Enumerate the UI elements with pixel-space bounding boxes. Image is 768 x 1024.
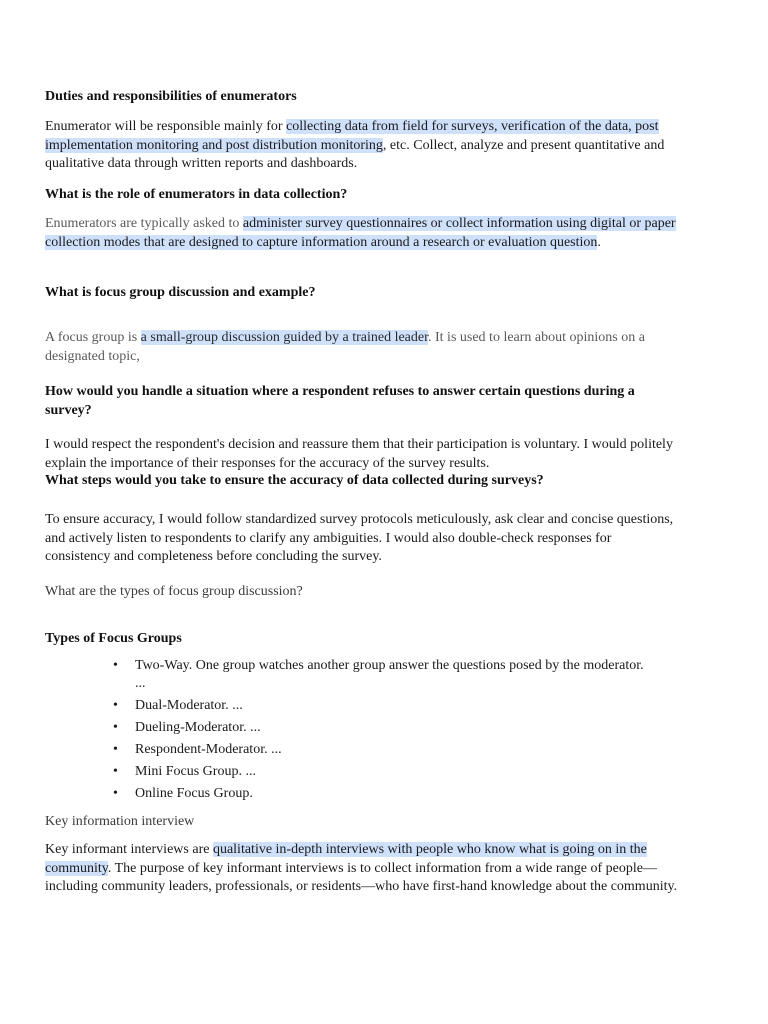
bullet-icon: • bbox=[113, 742, 118, 757]
paragraph-focus-group-highlight: a small-group discussion guided by a trained leader bbox=[140, 330, 428, 345]
list-item-text: Mini Focus Group. ... bbox=[135, 764, 256, 779]
heading-accuracy: What steps would you take to ensure the accuracy of data collected during surveys? bbox=[45, 473, 544, 488]
bullet-icon: • bbox=[113, 658, 118, 673]
paragraph-key-informant-highlight: qualitative in-depth interviews with people who know what is going on in the community bbox=[45, 842, 647, 876]
paragraph-key-informant bbox=[45, 841, 680, 897]
list-item bbox=[45, 697, 645, 715]
paragraph-role-post: . bbox=[597, 234, 601, 250]
paragraph-focus-group bbox=[45, 329, 680, 366]
paragraph-refusal: I would respect the respondent's decision and reassure them that their participation is voluntary. I would politely explain the importance of their responses for the accuracy of the survey results. bbox=[45, 437, 673, 471]
paragraph-focus-group-pre: A focus group is bbox=[45, 330, 141, 345]
paragraph-duties-pre: Enumerator will be responsible mainly for bbox=[45, 119, 287, 134]
list-item-text: Dual-Moderator. ... bbox=[135, 698, 243, 713]
heading-role: What is the role of enumerators in data collection? bbox=[45, 187, 348, 202]
paragraph-key-informant-pre: Key informant interviews are bbox=[45, 842, 213, 857]
list-item bbox=[45, 763, 645, 781]
paragraph-role bbox=[45, 215, 680, 252]
bullet-icon: • bbox=[113, 720, 118, 735]
list-item bbox=[45, 785, 645, 803]
heading-types: Types of Focus Groups bbox=[45, 631, 182, 646]
list-item-text: Respondent-Moderator. ... bbox=[135, 742, 282, 757]
bullet-icon: • bbox=[113, 764, 118, 779]
paragraph-types-question: What are the types of focus group discussion? bbox=[45, 584, 303, 599]
bullet-icon: • bbox=[113, 786, 118, 801]
list-item-text: Online Focus Group. bbox=[135, 786, 253, 801]
bullet-icon: • bbox=[113, 698, 118, 713]
list-item bbox=[45, 657, 645, 693]
paragraph-duties bbox=[45, 118, 680, 174]
heading-duties: Duties and responsibilities of enumerators bbox=[45, 89, 297, 104]
paragraph-accuracy: To ensure accuracy, I would follow standardized survey protocols meticulously, ask clear and concise questions, and actively listen to respondents to clarify any ambiguities. I would also double-check responses for consistency and completeness before concluding the survey. bbox=[45, 512, 674, 564]
focus-group-types-list bbox=[45, 657, 645, 807]
heading-refusal: How would you handle a situation where a respondent refuses to answer certain questions during a survey? bbox=[45, 384, 635, 418]
paragraph-key-information: Key information interview bbox=[45, 814, 195, 829]
list-item-text: Dueling-Moderator. ... bbox=[135, 720, 261, 735]
heading-focus-group: What is focus group discussion and example? bbox=[45, 285, 316, 300]
paragraph-role-pre: Enumerators are typically asked to bbox=[45, 216, 243, 231]
list-item bbox=[45, 741, 645, 759]
list-item-text: Two-Way. One group watches another group answer the questions posed by the moderator. ... bbox=[135, 658, 644, 691]
paragraph-duties-post: , etc. Collect, analyze and present quantitative and qualitative data through written reports and dashboards. bbox=[45, 137, 665, 171]
list-item bbox=[45, 719, 645, 737]
paragraph-role-highlight: administer survey questionnaires or collect information using digital or paper collection modes that are designed to capture information around a research or evaluation question bbox=[45, 216, 676, 250]
paragraph-duties-highlight: collecting data from field for surveys, verification of the data, post implementation monitoring and post distribution monitoring bbox=[45, 119, 659, 153]
paragraph-focus-group-post: . It is used to learn about opinions on a designated topic, bbox=[45, 330, 645, 364]
paragraph-key-informant-post: . The purpose of key informant interviews is to collect information from a wide range of people—including community leaders, professionals, or residents—who have first-hand knowledge about the community. bbox=[45, 860, 678, 894]
